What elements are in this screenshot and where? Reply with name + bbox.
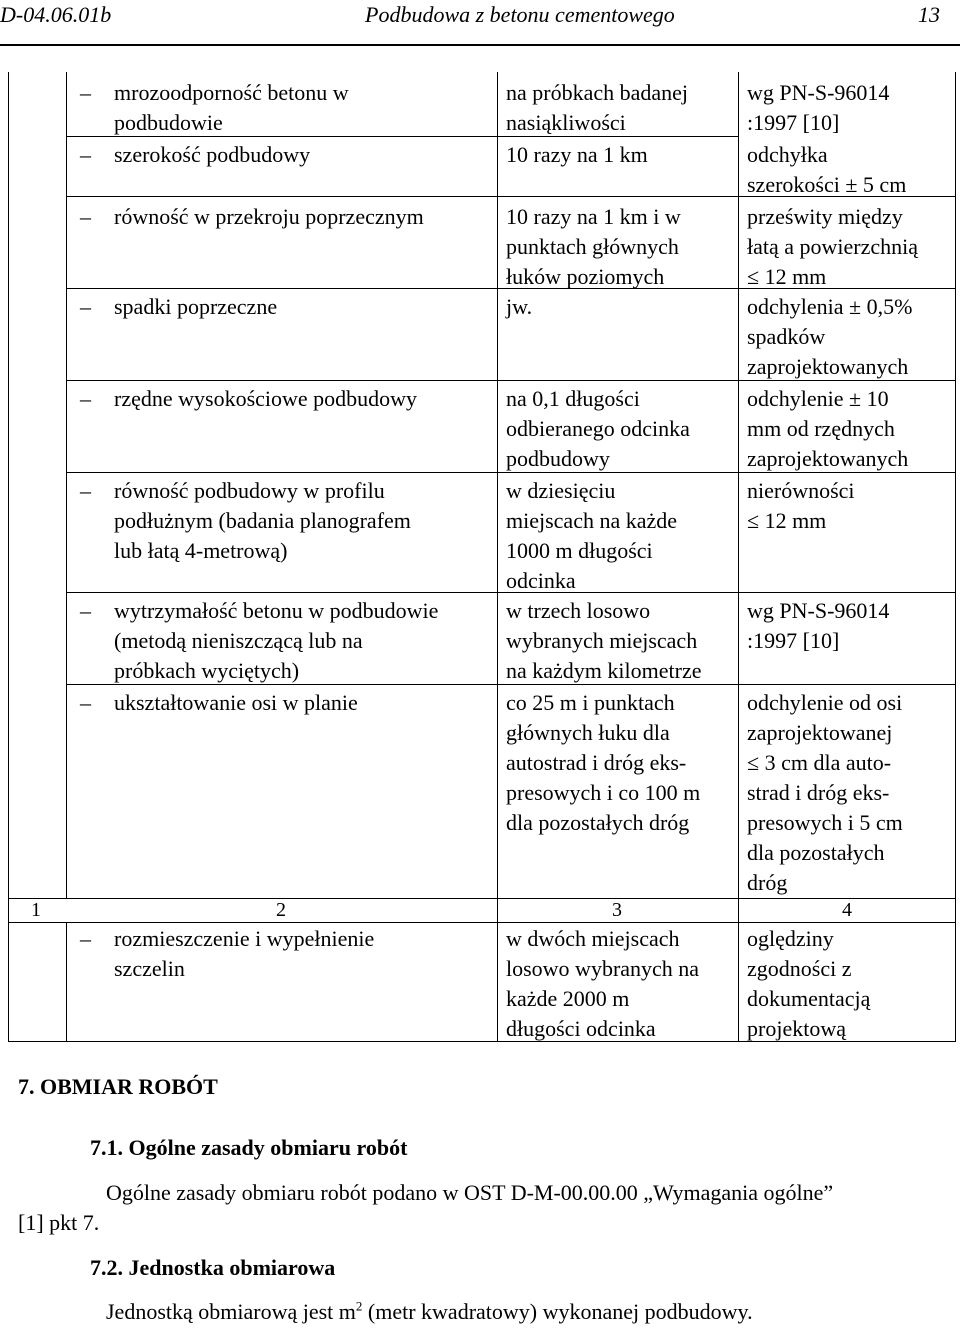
row-frequency: w dziesięciu miejscach na każde 1000 m długości odcinka xyxy=(506,478,678,593)
paragraph-line: [1] pkt 7. xyxy=(18,1210,100,1235)
document-title: Podbudowa z betonu cementowego xyxy=(365,2,675,27)
subsection-heading: 7.2. Jednostka obmiarowa xyxy=(90,1255,336,1280)
row-parameter: rzędne wysokościowe podbudowy xyxy=(114,386,418,411)
row-tolerance: odchylenie ± 10 mm od rzędnych zaprojektowanych xyxy=(747,386,909,471)
numbering-row-bottom xyxy=(8,922,956,923)
row-tolerance: odchyłka szerokości ± 5 cm xyxy=(747,142,907,197)
row-parameter: szerokość podbudowy xyxy=(114,142,311,167)
row-frequency: na próbkach badanej nasiąkliwości xyxy=(506,80,689,135)
column-number: 1 xyxy=(31,899,41,921)
row-tolerance: nierówności ≤ 12 mm xyxy=(747,478,855,533)
row-frequency: 10 razy na 1 km i w punktach głównych łuków poziomych xyxy=(506,204,681,289)
numbering-row-top xyxy=(8,898,956,899)
row-dash: – xyxy=(80,690,91,715)
row-tolerance: prześwity między łatą a powierzchnią ≤ 12 mm xyxy=(747,204,919,289)
row-parameter: równość podbudowy w profilu podłużnym (badania planografem lub łatą 4-metrową) xyxy=(114,478,411,563)
page-header xyxy=(0,0,960,32)
subsection-heading: 7.1. Ogólne zasady obmiaru robót xyxy=(90,1135,408,1160)
column-number: 3 xyxy=(612,899,622,921)
unit-text-rest: (metr kwadratowy) wykonanej podbudowy. xyxy=(362,1299,753,1324)
row-dash: – xyxy=(80,478,91,503)
row-dash: – xyxy=(80,204,91,229)
unit-exponent: 2 xyxy=(355,1298,363,1314)
column-number: 4 xyxy=(842,899,852,921)
table-border-left xyxy=(8,72,9,1042)
section-heading: 7. OBMIAR ROBÓT xyxy=(18,1074,218,1099)
row-parameter: spadki poprzeczne xyxy=(114,294,278,319)
header-rule xyxy=(0,44,960,46)
row-dash: – xyxy=(80,926,91,951)
row-tolerance: wg PN-S-96014 :1997 [10] xyxy=(747,80,890,135)
row-tolerance: odchylenie od osi zaprojektowanej ≤ 3 cm dla auto- strad i dróg eks- presowych i 5 cm dla pozostałych dróg xyxy=(747,690,903,895)
row-frequency: jw. xyxy=(506,294,533,319)
table-divider-2 xyxy=(497,72,498,1042)
document-code: D-04.06.01b xyxy=(0,2,112,27)
row-frequency: w trzech losowo wybranych miejscach na każdym kilometrze xyxy=(506,598,702,683)
row-tolerance: wg PN-S-96014 :1997 [10] xyxy=(747,598,890,653)
row-tolerance: oględziny zgodności z dokumentacją projektową xyxy=(747,926,871,1041)
row-frequency: 10 razy na 1 km xyxy=(506,142,648,167)
row-parameter: ukształtowanie osi w planie xyxy=(114,690,358,715)
row-dash: – xyxy=(80,80,91,105)
table-divider-1b xyxy=(66,922,67,1042)
unit-text: Jednostką obmiarową jest m xyxy=(106,1299,356,1324)
row-dash: – xyxy=(80,598,91,623)
table-divider-3 xyxy=(738,72,739,1042)
row-frequency: na 0,1 długości odbieranego odcinka podbudowy xyxy=(506,386,690,471)
row-dash: – xyxy=(80,386,91,411)
paragraph-line: Ogólne zasady obmiaru robót podano w OST D-M-00.00.00 „Wymagania ogólne” xyxy=(106,1180,834,1205)
row-parameter: mrozoodporność betonu w podbudowie xyxy=(114,80,349,135)
row-parameter: wytrzymałość betonu w podbudowie (metodą nieniszczącą lub na próbkach wyciętych) xyxy=(114,598,439,683)
column-number: 2 xyxy=(276,899,286,921)
row-parameter: rozmieszczenie i wypełnienie szczelin xyxy=(114,926,375,981)
row-parameter: równość w przekroju poprzecznym xyxy=(114,204,424,229)
row-dash: – xyxy=(80,142,91,167)
row-frequency: w dwóch miejscach losowo wybranych na każde 2000 m długości odcinka xyxy=(506,926,700,1041)
page-number: 13 xyxy=(918,2,940,27)
row-tolerance: odchylenia ± 0,5% spadków zaprojektowanych xyxy=(747,294,913,379)
unit-paragraph xyxy=(106,1297,753,1327)
row-frequency: co 25 m i punktach głównych łuku dla autostrad i dróg eks- presowych i co 100 m dla pozostałych dróg xyxy=(506,690,701,835)
row-dash: – xyxy=(80,294,91,319)
